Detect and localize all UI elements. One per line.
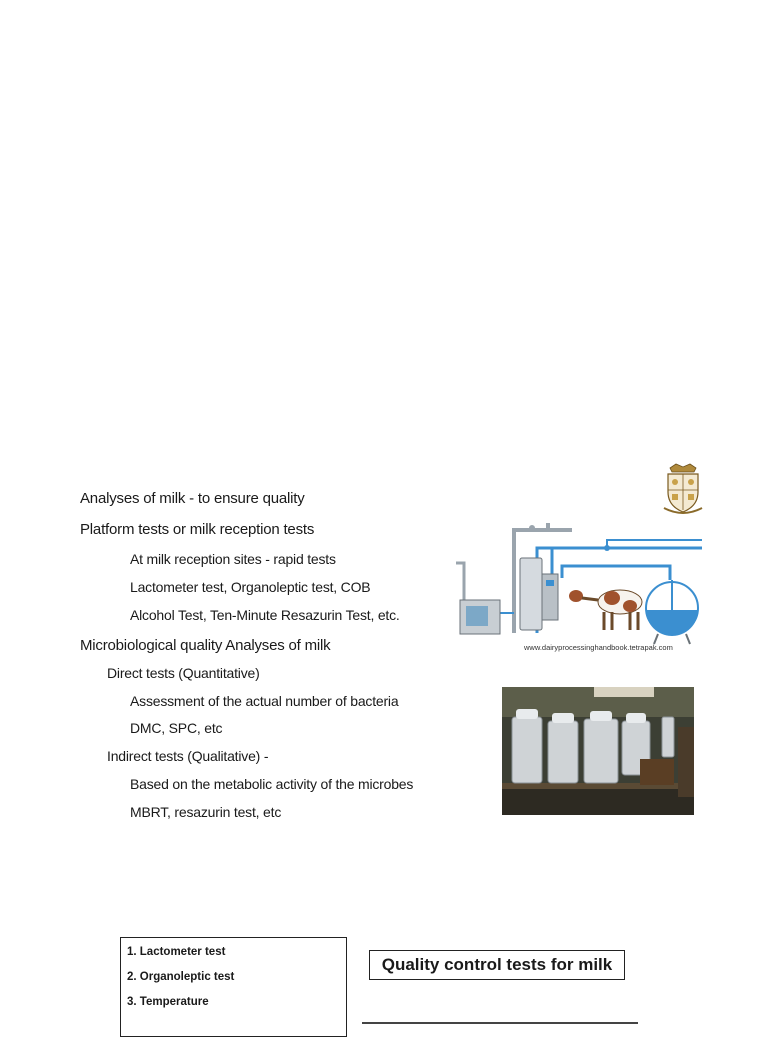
outline-line-4: Lactometer test, Organoleptic test, COB xyxy=(130,579,371,595)
outline-line-6: Microbiological quality Analyses of milk xyxy=(80,637,331,654)
outline-line-11: Based on the metabolic activity of the microbes xyxy=(130,776,414,792)
outline-line-2: Platform tests or milk reception tests xyxy=(80,521,315,538)
milk-cans-photo xyxy=(502,687,694,815)
diagram-caption: www.dairyprocessinghandbook.tetrapak.com xyxy=(524,643,673,652)
outline-line-12: MBRT, resazurin test, etc xyxy=(130,804,282,820)
outline-line-10: Indirect tests (Qualitative) - xyxy=(107,748,269,764)
test-list-box xyxy=(120,937,347,1037)
outline-line-5: Alcohol Test, Ten-Minute Resazurin Test, etc. xyxy=(130,607,400,623)
test-list-item: 1. Lactometer test xyxy=(127,946,226,958)
test-list-item: 3. Temperature xyxy=(127,996,209,1008)
university-crest-logo xyxy=(662,462,704,516)
outline-line-9: DMC, SPC, etc xyxy=(130,720,223,736)
outline-line-8: Assessment of the actual number of bacteria xyxy=(130,693,399,709)
section-title-box: Quality control tests for milk xyxy=(369,950,625,980)
milk-reception-diagram xyxy=(452,518,708,658)
outline-line-7: Direct tests (Quantitative) xyxy=(107,665,260,681)
outline-line-3: At milk reception sites - rapid tests xyxy=(130,551,336,567)
outline-line-1: Analyses of milk - to ensure quality xyxy=(80,490,305,507)
test-list-item: 2. Organoleptic test xyxy=(127,971,235,983)
